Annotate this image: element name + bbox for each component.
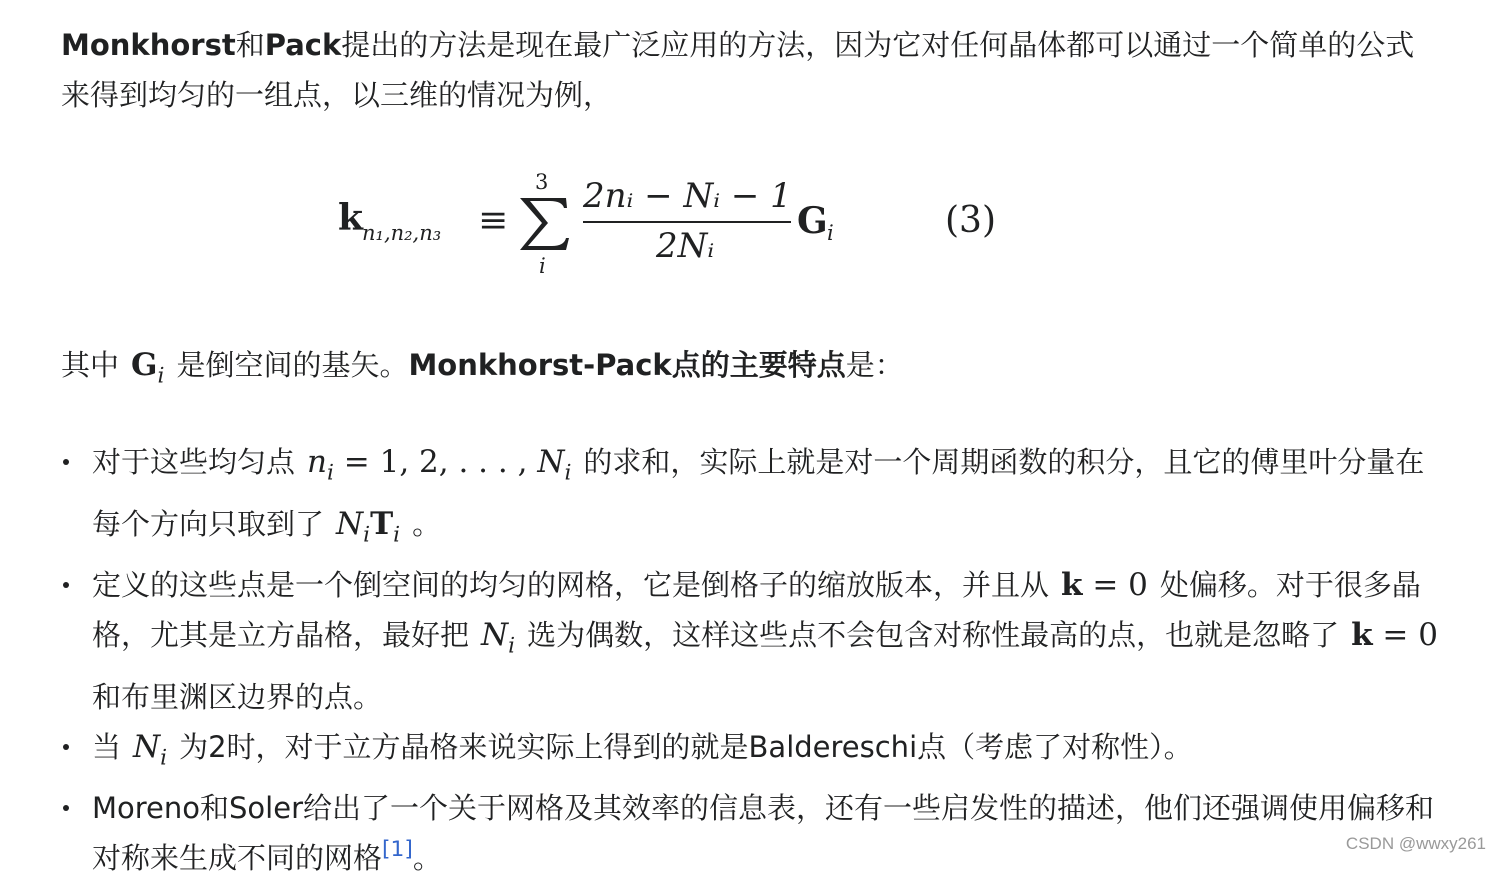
sum-sigma-icon	[520, 198, 569, 250]
b1-text-b: 的求和，实际上就是对一个周期函数的积分，且它的傅里叶分量在每个方向只取到了	[92, 445, 1425, 541]
math-ni-b3	[133, 722, 167, 784]
math-n-sub: i	[326, 460, 334, 486]
math-N2: N	[336, 505, 364, 542]
eq-equiv: ≡	[478, 200, 509, 241]
list-item	[61, 437, 1451, 560]
math-N-sub: i	[564, 460, 572, 486]
b2-text-c: 选为偶数，这样这些点不会包含对称性最高的点，也就是忽略了	[527, 618, 1340, 653]
eq-sum-upper: 3	[535, 170, 549, 194]
eq-k-subscript: n₁,n₂,n₃	[362, 221, 442, 245]
basis-paragraph	[61, 340, 1441, 402]
intro-and: 和	[235, 28, 265, 62]
b1-text-c: 。	[412, 506, 442, 541]
math-ni	[481, 610, 515, 672]
list-item	[61, 722, 1451, 784]
math-k: k	[1061, 567, 1083, 604]
math-T: T	[370, 505, 394, 542]
eq-numerator: 2nᵢ − Nᵢ − 1	[583, 176, 792, 216]
b3-text-a: 当	[92, 729, 122, 764]
bullet-icon	[63, 744, 69, 750]
math-ni-ti	[336, 499, 400, 561]
where-prefix: 其中	[61, 348, 120, 382]
author-monkhorst: Monkhorst	[61, 28, 236, 62]
math-k-zero	[1061, 560, 1148, 610]
author-pack: Pack	[264, 28, 342, 62]
b2-text-d: 和布里渊区边界的点。	[92, 679, 383, 714]
math-N2-sub: i	[363, 522, 371, 548]
eq-k-symbol: k	[338, 197, 363, 239]
math-eq-zero: = 0	[1082, 567, 1148, 604]
b2-text-a: 定义的这些点是一个倒空间的均匀的网格，它是倒格子的缩放版本，并且从	[92, 568, 1050, 603]
list-item	[61, 560, 1451, 722]
monkhorst-pack-equation	[338, 160, 1038, 280]
math-eq-zero-2: = 0	[1372, 617, 1438, 654]
math-ni-sequence	[307, 437, 571, 499]
math-g-sub: i	[157, 363, 165, 389]
math-g-symbol: G	[131, 347, 158, 383]
list-item	[61, 783, 1451, 883]
math-N3-sub: i	[508, 633, 516, 659]
math-N4-sub: i	[160, 745, 168, 771]
intro-paragraph	[61, 20, 1441, 120]
bullet-icon	[63, 805, 69, 811]
math-seq: = 1, 2, . . . ,	[333, 444, 538, 480]
feature-list	[61, 437, 1451, 883]
eq-g-subscript: i	[827, 221, 834, 245]
math-N3: N	[481, 617, 509, 654]
math-k2: k	[1351, 617, 1373, 654]
eq-fraction-bar	[583, 221, 791, 223]
math-N: N	[537, 444, 565, 480]
bullet-icon	[63, 582, 69, 588]
math-N4: N	[133, 728, 161, 765]
math-g-i	[131, 340, 164, 402]
b3-text-b: 为2时，对于立方晶格来说实际上得到的就是Baldereschi点（考虑了对称性）。	[179, 729, 1193, 764]
math-k-zero-2	[1351, 610, 1438, 660]
eq-number: (3)	[945, 200, 996, 241]
eq-sum-lower: i	[539, 254, 546, 278]
eq-denominator: 2Nᵢ	[656, 226, 715, 266]
b1-text-a: 对于这些均匀点	[92, 445, 296, 479]
eq-g-symbol: G	[797, 200, 828, 242]
equation-svg	[338, 160, 1038, 280]
reference-link[interactable]: [1]	[382, 837, 413, 863]
watermark: CSDN @wwxy261	[1345, 834, 1486, 853]
where-text: 是倒空间的基矢。	[176, 348, 409, 382]
where-suffix: 是：	[845, 348, 904, 382]
math-n: n	[307, 444, 327, 480]
intro-text: 提出的方法是现在最广泛应用的方法，因为它对任何晶体都可以通过一个简单的公式来得到均匀的一组点，以三维的情况为例，	[61, 28, 1415, 112]
b4-text-b: 。	[412, 841, 442, 876]
b4-text-a: Moreno和Soler给出了一个关于网格及其效率的信息表，还有一些启发性的描述，他们还强调使用偏移和对称来生成不同的网格	[92, 791, 1434, 876]
math-T-sub: i	[393, 522, 401, 548]
features-heading: Monkhorst-Pack点的主要特点	[408, 348, 846, 382]
b2-text-b: 处偏移。对于很多晶格，尤其是立方晶格，最好把	[92, 568, 1421, 653]
bullet-icon	[63, 459, 69, 465]
